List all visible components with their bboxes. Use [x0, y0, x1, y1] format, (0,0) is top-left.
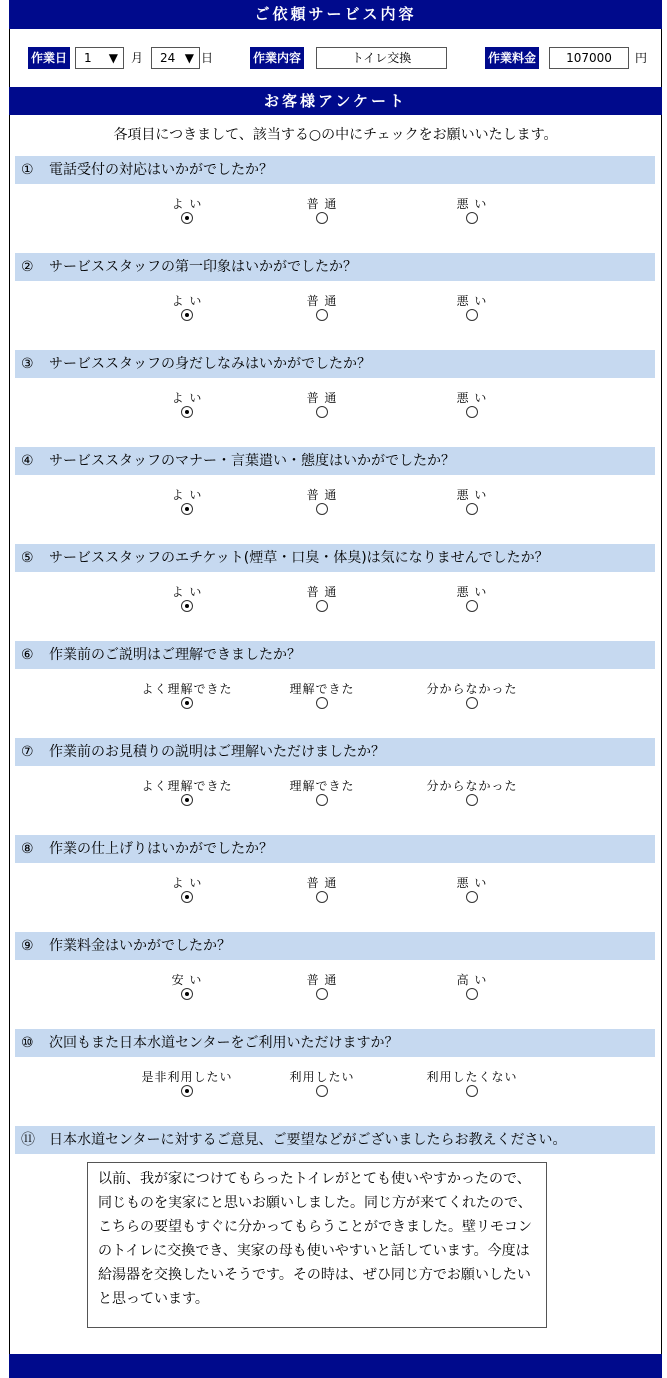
option-label: 悪 い: [456, 876, 488, 890]
option-3[interactable]: [402, 972, 542, 1000]
option-1[interactable]: [117, 778, 257, 806]
option-3[interactable]: [402, 1069, 542, 1097]
question-number: ⑪: [21, 1132, 35, 1148]
question-9: [15, 932, 655, 960]
radio-button[interactable]: [466, 600, 478, 612]
radio-button[interactable]: [316, 600, 328, 612]
option-label: 理解できた: [289, 779, 355, 793]
option-3[interactable]: [402, 196, 542, 224]
question-number: ③: [21, 356, 34, 372]
option-label: 悪 い: [456, 197, 488, 211]
question-text: サービススタッフのマナー・言葉遣い・態度はいかがでしたか？: [49, 453, 455, 469]
survey-header: お客様アンケート: [9, 87, 662, 115]
question-text: 日本水道センターに対するご意見、ご要望などがございましたらお教えください。: [49, 1132, 567, 1148]
day-value: 24: [160, 51, 176, 65]
option-2[interactable]: [252, 875, 392, 903]
option-label: よ い: [171, 391, 203, 405]
option-label: よ い: [171, 876, 203, 890]
day-select[interactable]: [151, 47, 200, 69]
month-select[interactable]: [75, 47, 124, 69]
question-2: [15, 253, 655, 281]
radio-button[interactable]: [316, 697, 328, 709]
radio-button[interactable]: [466, 891, 478, 903]
radio-button[interactable]: [316, 891, 328, 903]
fee-field[interactable]: 107000: [549, 47, 629, 69]
radio-button[interactable]: [466, 309, 478, 321]
radio-button[interactable]: [466, 503, 478, 515]
option-3[interactable]: [402, 487, 542, 515]
date-label: 作業日: [28, 47, 70, 69]
option-label: 普 通: [306, 876, 338, 890]
radio-button[interactable]: [466, 1085, 478, 1097]
radio-button[interactable]: [316, 503, 328, 515]
option-label: 普 通: [306, 294, 338, 308]
option-3[interactable]: [402, 390, 542, 418]
option-label: 高 い: [456, 973, 488, 987]
radio-button[interactable]: [466, 794, 478, 806]
option-label: よく理解できた: [141, 779, 233, 793]
question-4: [15, 447, 655, 475]
question-1: [15, 156, 655, 184]
option-1[interactable]: [117, 972, 257, 1000]
radio-button[interactable]: [181, 406, 193, 418]
question-number: ②: [21, 259, 34, 275]
question-10: [15, 1029, 655, 1057]
radio-button[interactable]: [181, 988, 193, 1000]
option-label: 悪 い: [456, 488, 488, 502]
option-2[interactable]: [252, 584, 392, 612]
option-2[interactable]: [252, 681, 392, 709]
question-text: 電話受付の対応はいかがでしたか？: [49, 162, 273, 178]
option-3[interactable]: [402, 778, 542, 806]
option-1[interactable]: [117, 390, 257, 418]
option-label: 悪 い: [456, 391, 488, 405]
question-text: サービススタッフの身だしなみはいかがでしたか？: [49, 356, 371, 372]
option-3[interactable]: [402, 681, 542, 709]
question-3: [15, 350, 655, 378]
question-text: 作業前のご説明はご理解できましたか？: [49, 647, 301, 663]
question-text: 次回もまた日本水道センターをご利用いただけますか？: [49, 1035, 399, 1051]
option-2[interactable]: [252, 390, 392, 418]
option-label: 分からなかった: [426, 682, 518, 696]
radio-button[interactable]: [181, 697, 193, 709]
option-label: よ い: [171, 585, 203, 599]
option-label: 普 通: [306, 391, 338, 405]
radio-button[interactable]: [316, 309, 328, 321]
option-label: 利用したくない: [426, 1070, 518, 1084]
option-2[interactable]: [252, 1069, 392, 1097]
question-text: 作業料金はいかがでしたか？: [49, 938, 231, 954]
option-label: 普 通: [306, 585, 338, 599]
option-label: 悪 い: [456, 585, 488, 599]
option-label: よ い: [171, 294, 203, 308]
radio-button[interactable]: [466, 406, 478, 418]
question-number: ⑦: [21, 744, 34, 760]
radio-button[interactable]: [466, 212, 478, 224]
question-text: 作業前のお見積りの説明はご理解いただけましたか？: [49, 744, 385, 760]
radio-button[interactable]: [316, 988, 328, 1000]
option-label: 分からなかった: [426, 779, 518, 793]
question-number: ⑧: [21, 841, 34, 857]
option-label: 理解できた: [289, 682, 355, 696]
option-3[interactable]: [402, 293, 542, 321]
question-text: 作業の仕上げりはいかがでしたか？: [49, 841, 273, 857]
option-1[interactable]: [117, 196, 257, 224]
month-unit: 月: [131, 51, 144, 65]
work-field[interactable]: トイレ交換: [316, 47, 447, 69]
radio-button[interactable]: [181, 503, 193, 515]
option-label: 悪 い: [456, 294, 488, 308]
question-number: ⑩: [21, 1035, 34, 1051]
radio-button[interactable]: [316, 212, 328, 224]
radio-button[interactable]: [466, 988, 478, 1000]
option-2[interactable]: [252, 196, 392, 224]
radio-button[interactable]: [181, 600, 193, 612]
option-2[interactable]: [252, 293, 392, 321]
radio-button[interactable]: [181, 794, 193, 806]
option-label: 普 通: [306, 973, 338, 987]
footer-bar: [9, 1354, 662, 1378]
option-1[interactable]: [117, 681, 257, 709]
option-1[interactable]: [117, 293, 257, 321]
fee-label: 作業料金: [485, 47, 539, 69]
option-label: よく理解できた: [141, 682, 233, 696]
radio-button[interactable]: [316, 794, 328, 806]
question-5: [15, 544, 655, 572]
work-label: 作業内容: [250, 47, 304, 69]
question-text: サービススタッフの第一印象はいかがでしたか？: [49, 259, 357, 275]
question-text: サービススタッフのエチケット(煙草・口臭・体臭)は気になりませんでしたか？: [49, 550, 549, 566]
radio-button[interactable]: [466, 697, 478, 709]
radio-button[interactable]: [316, 1085, 328, 1097]
service-header: ご依頼サービス内容: [9, 0, 662, 29]
option-1[interactable]: [117, 487, 257, 515]
question-number: ①: [21, 162, 34, 178]
survey-intro: 各項目につきまして、該当する○の中にチェックをお願いいたします。: [113, 127, 558, 143]
option-label: 普 通: [306, 197, 338, 211]
month-value: 1: [84, 51, 92, 65]
option-label: 安 い: [171, 973, 203, 987]
radio-button[interactable]: [181, 891, 193, 903]
radio-button[interactable]: [181, 1085, 193, 1097]
option-3[interactable]: [402, 875, 542, 903]
radio-button[interactable]: [181, 212, 193, 224]
day-unit: 日: [201, 51, 214, 65]
option-label: 是非利用したい: [141, 1070, 233, 1084]
option-label: 普 通: [306, 488, 338, 502]
option-1[interactable]: [117, 584, 257, 612]
question-number: ⑤: [21, 550, 34, 566]
option-label: 利用したい: [289, 1070, 355, 1084]
option-label: よ い: [171, 197, 203, 211]
option-2[interactable]: [252, 972, 392, 1000]
option-2[interactable]: [252, 778, 392, 806]
option-1[interactable]: [117, 875, 257, 903]
question-number: ⑨: [21, 938, 34, 954]
radio-button[interactable]: [181, 309, 193, 321]
question-number: ④: [21, 453, 34, 469]
radio-button[interactable]: [316, 406, 328, 418]
option-2[interactable]: [252, 487, 392, 515]
question-8: [15, 835, 655, 863]
option-1[interactable]: [117, 1069, 257, 1097]
dropdown-arrow-icon: ▼: [184, 51, 194, 65]
comment-box[interactable]: 以前、我が家につけてもらったトイレがとても使いやすかったので、同じものを実家にと思いお願いしました。同じ方が来てくれたので、こちらの要望もすぐに分かってもらうことができました。壁リモコンのトイレに交換でき、実家の母も使いやすいと話しています。今度は給湯器を交換したいそうです。その時は、ぜひ同じ方でお願いしたいと思っています。: [87, 1162, 547, 1328]
option-3[interactable]: [402, 584, 542, 612]
fee-unit: 円: [635, 51, 648, 65]
option-label: よ い: [171, 488, 203, 502]
dropdown-arrow-icon: ▼: [108, 51, 118, 65]
question-6: [15, 641, 655, 669]
question-11: [15, 1126, 655, 1154]
question-7: [15, 738, 655, 766]
question-number: ⑥: [21, 647, 34, 663]
